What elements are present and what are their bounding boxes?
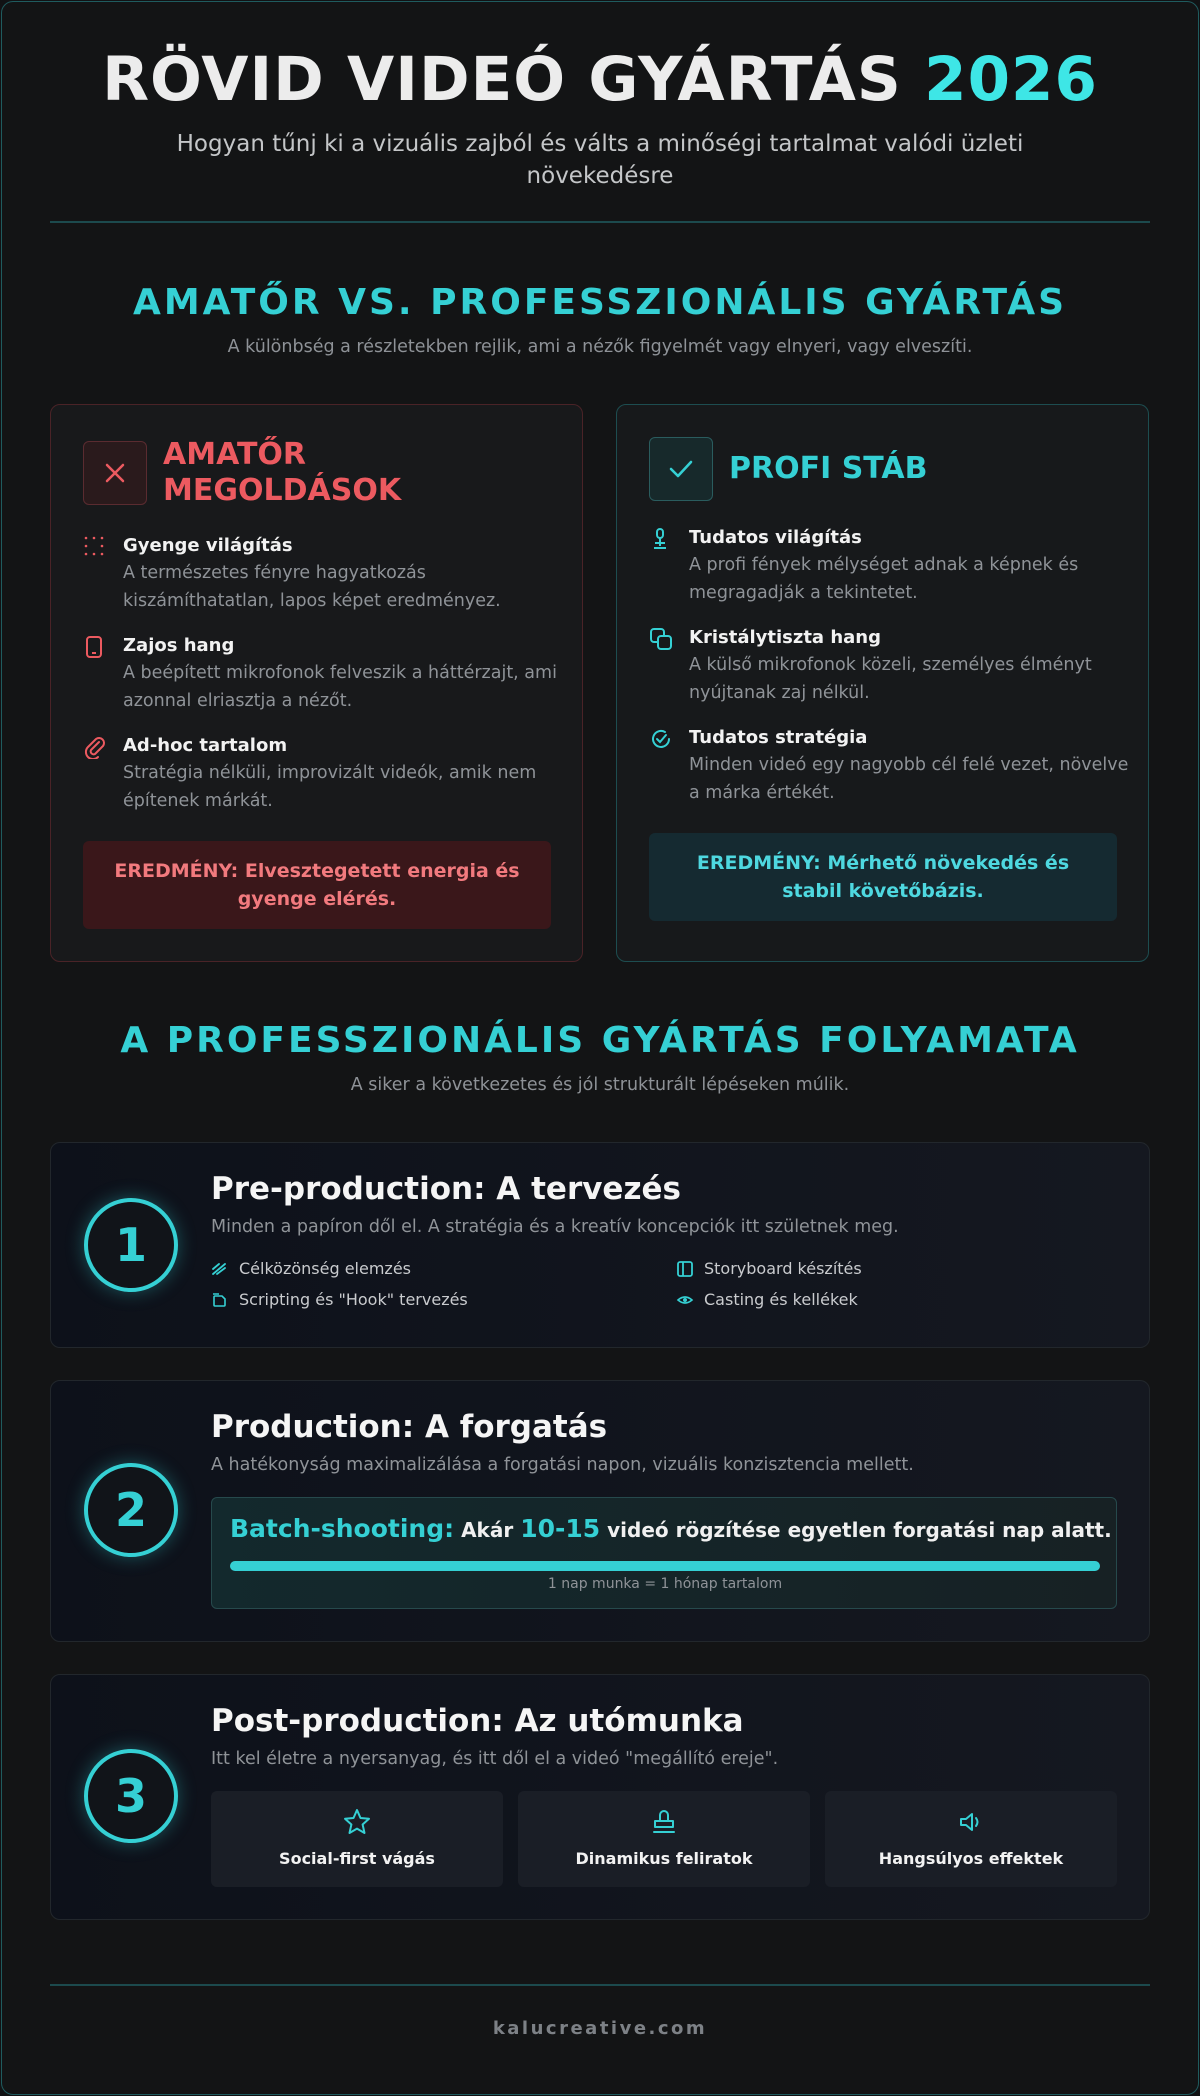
step-bullet <box>211 1259 411 1278</box>
phone-icon <box>83 633 123 715</box>
audience-icon <box>211 1261 239 1277</box>
amateur-card-title: AMATŐR MEGOLDÁSOK <box>163 437 402 508</box>
comparison-subtitle: A különbség a részletekben rejlik, ami a nézők figyelmét vagy elnyeri, vagy elveszíti. <box>227 337 973 357</box>
step-card-2 <box>50 1380 1150 1642</box>
step-number: 2 <box>84 1463 178 1557</box>
batch-number: 10-15 <box>520 1514 601 1543</box>
stamp-icon <box>518 1807 810 1837</box>
pro-item <box>649 625 1129 707</box>
tile-effects <box>825 1791 1117 1887</box>
step-bullet <box>211 1290 468 1309</box>
lamp-icon <box>649 525 689 607</box>
step-card-1 <box>50 1142 1150 1348</box>
item-title: Ad-hoc tartalom <box>123 735 288 756</box>
progress-bar-fill <box>230 1561 1100 1571</box>
bullet-label: Célközönség elemzés <box>239 1259 411 1278</box>
batch-highlight: Batch-shooting: <box>230 1514 455 1543</box>
step-number: 3 <box>84 1749 178 1843</box>
bullet-label: Scripting és "Hook" tervezés <box>239 1290 468 1309</box>
item-title: Zajos hang <box>123 635 235 656</box>
step-desc: Minden a papíron dől el. A stratégia és a kreatív koncepciók itt születnek meg. <box>211 1217 899 1237</box>
step-desc: Itt kel életre a nyersanyag, és itt dől el a videó "megállító ereje". <box>211 1749 779 1769</box>
tile-social-first <box>211 1791 503 1887</box>
script-icon <box>211 1292 239 1308</box>
amateur-card-header <box>83 437 443 509</box>
item-desc: A beépített mikrofonok felveszik a háttérzajt, ami azonnal elriasztja a nézőt. <box>123 663 557 711</box>
star-icon <box>211 1807 503 1837</box>
item-desc: A profi fények mélységet adnak a képnek és megragadják a tekintetet. <box>689 555 1079 603</box>
speaker-icon <box>825 1807 1117 1837</box>
pro-result: EREDMÉNY: Mérhető növekedés és stabil követőbázis. <box>649 833 1117 921</box>
item-title: Tudatos világítás <box>689 527 862 548</box>
bullet-label: Casting és kellékek <box>704 1290 858 1309</box>
process-subtitle: A siker a következetes és jól strukturált lépéseken múlik. <box>350 1075 850 1095</box>
dotted-grid-icon <box>83 533 123 615</box>
item-title: Gyenge világítás <box>123 535 293 556</box>
batch-shooting-box <box>211 1497 1117 1609</box>
pro-card-title: PROFI STÁB <box>729 451 928 486</box>
amateur-item <box>83 733 563 815</box>
paperclip-icon <box>83 733 123 815</box>
header <box>0 40 1200 192</box>
footer-site[interactable]: kalucreative.com <box>492 2018 708 2039</box>
item-desc: Stratégia nélküli, improvizált videók, amik nem építenek márkát. <box>123 763 537 811</box>
x-icon <box>83 441 147 505</box>
tile-label: Dinamikus feliratok <box>575 1849 753 1868</box>
step-number: 1 <box>84 1198 178 1292</box>
tile-label: Hangsúlyos effektek <box>878 1849 1064 1868</box>
amateur-item <box>83 533 563 615</box>
divider-top <box>50 221 1150 223</box>
page-subtitle: Hogyan tűnj ki a vizuális zajból és válts a minőségi tartalmat valódi üzleti növekedésre <box>176 131 1024 189</box>
step-bullet <box>676 1259 862 1278</box>
step-title: Post-production: Az utómunka <box>211 1703 744 1739</box>
pro-item <box>649 725 1129 807</box>
pro-card-header <box>649 437 928 501</box>
pro-card <box>616 404 1149 962</box>
title-main: RÖVID VIDEÓ GYÁRTÁS <box>102 44 902 115</box>
target-check-icon <box>649 725 689 807</box>
step-title: Production: A forgatás <box>211 1409 608 1445</box>
step-card-3 <box>50 1674 1150 1920</box>
amateur-item <box>83 633 563 715</box>
item-desc: A külső mikrofonok közeli, személyes élményt nyújtanak zaj nélkül. <box>689 655 1092 703</box>
step-desc: A hatékonyság maximalizálása a forgatási napon, vizuális konzisztencia mellett. <box>211 1455 914 1475</box>
casting-icon <box>676 1292 704 1308</box>
step-bullet <box>676 1290 858 1309</box>
tile-captions <box>518 1791 810 1887</box>
page-title <box>0 40 1200 120</box>
bullet-label: Storyboard készítés <box>704 1259 862 1278</box>
step-title: Pre-production: A tervezés <box>211 1171 681 1207</box>
progress-bar <box>230 1561 1100 1571</box>
tile-label: Social-first vágás <box>279 1849 435 1868</box>
batch-post: videó rögzítése egyetlen forgatási nap alatt. <box>607 1518 1112 1542</box>
item-desc: A természetes fényre hagyatkozás kiszámíthatatlan, lapos képet eredményez. <box>123 563 501 611</box>
title-year: 2026 <box>924 44 1098 115</box>
copy-icon <box>649 625 689 707</box>
item-title: Tudatos stratégia <box>689 727 868 748</box>
amateur-card <box>50 404 583 962</box>
progress-note: 1 nap munka = 1 hónap tartalom <box>547 1576 783 1592</box>
comparison-title: AMATŐR VS. PROFESSZIONÁLIS GYÁRTÁS <box>132 282 1068 323</box>
item-desc: Minden videó egy nagyobb cél felé vezet, növelve a márka értékét. <box>689 755 1129 803</box>
batch-line <box>230 1514 1112 1543</box>
process-title: A PROFESSZIONÁLIS GYÁRTÁS FOLYAMATA <box>120 1020 1080 1061</box>
divider-bottom <box>50 1984 1150 1986</box>
item-title: Kristálytiszta hang <box>689 627 882 648</box>
amateur-result: EREDMÉNY: Elvesztegetett energia és gyenge elérés. <box>83 841 551 929</box>
pro-item <box>649 525 1129 607</box>
batch-pre: Akár <box>461 1518 514 1542</box>
check-icon <box>649 437 713 501</box>
storyboard-icon <box>676 1260 704 1278</box>
